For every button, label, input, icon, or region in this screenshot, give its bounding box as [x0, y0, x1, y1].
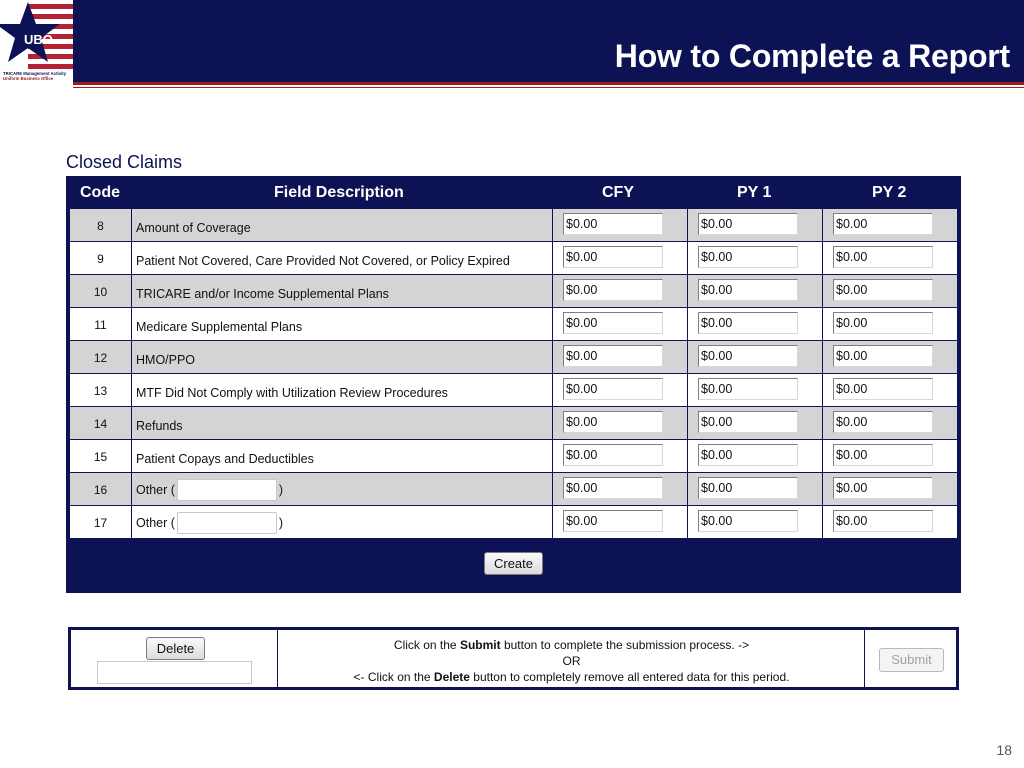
- instruction-text: Click on the: [393, 638, 460, 652]
- logo-caption-2: Uniform Business Office: [3, 76, 54, 81]
- py1-input[interactable]: $0.00: [698, 213, 798, 235]
- cfy-cell: [553, 308, 688, 340]
- table-row: [70, 209, 957, 242]
- submit-button[interactable]: Submit: [879, 648, 944, 672]
- py1-input[interactable]: $0.00: [698, 312, 798, 334]
- py2-cell: [823, 242, 957, 274]
- instruction-emphasis: Submit: [459, 638, 501, 652]
- code-cell: 14: [70, 407, 132, 439]
- other-description: [136, 512, 283, 534]
- cfy-cell: [553, 209, 688, 241]
- description-cell: [132, 473, 553, 505]
- cfy-cell: [553, 473, 688, 505]
- column-header-py1: PY 1: [737, 184, 772, 201]
- description-label: TRICARE and/or Income Supplemental Plans: [136, 287, 389, 301]
- py2-cell: [823, 374, 957, 406]
- description-label: Medicare Supplemental Plans: [136, 320, 303, 334]
- cfy-input[interactable]: $0.00: [563, 444, 663, 466]
- cfy-cell: [553, 440, 688, 472]
- ubo-logo: [0, 0, 73, 84]
- table-row: [70, 506, 957, 539]
- cfy-cell: [553, 341, 688, 373]
- py2-input[interactable]: $0.00: [833, 213, 933, 235]
- other-description-input[interactable]: [177, 479, 277, 501]
- description-label: MTF Did Not Comply with Utilization Review Procedures: [136, 386, 448, 400]
- cfy-input[interactable]: $0.00: [563, 477, 663, 499]
- instruction-text: button to complete the submission process. ->: [500, 638, 750, 652]
- py1-input[interactable]: $0.00: [698, 378, 798, 400]
- py1-cell: [688, 440, 823, 472]
- cfy-input[interactable]: $0.00: [563, 345, 663, 367]
- description-cell: [132, 275, 553, 307]
- description-cell: [132, 242, 553, 274]
- cfy-input[interactable]: $0.00: [563, 312, 663, 334]
- column-header-description: Field Description: [274, 184, 404, 201]
- cfy-cell: [553, 374, 688, 406]
- instruction-text: button to completely remove all entered data for this period.: [469, 670, 790, 684]
- py1-input[interactable]: $0.00: [698, 345, 798, 367]
- logo-text: UBO: [24, 32, 53, 47]
- py2-input[interactable]: $0.00: [833, 510, 933, 532]
- py1-cell: [688, 374, 823, 406]
- py2-cell: [823, 275, 957, 307]
- cfy-cell: [553, 407, 688, 439]
- instruction-line-delete: [278, 670, 865, 684]
- other-open-paren: (: [170, 516, 175, 530]
- cfy-input[interactable]: $0.00: [563, 378, 663, 400]
- py1-cell: [688, 407, 823, 439]
- cfy-input[interactable]: $0.00: [563, 411, 663, 433]
- py2-input[interactable]: $0.00: [833, 477, 933, 499]
- py1-input[interactable]: $0.00: [698, 510, 798, 532]
- py2-input[interactable]: $0.00: [833, 345, 933, 367]
- delete-status-field[interactable]: [97, 661, 252, 684]
- other-description-input[interactable]: [177, 512, 277, 534]
- description-cell: [132, 374, 553, 406]
- create-button[interactable]: Create: [484, 552, 543, 575]
- description-cell: [132, 440, 553, 472]
- column-header-code: Code: [80, 184, 120, 201]
- section-title: Closed Claims: [66, 152, 183, 172]
- py2-input[interactable]: $0.00: [833, 378, 933, 400]
- cfy-cell: [553, 506, 688, 538]
- py1-input[interactable]: $0.00: [698, 411, 798, 433]
- column-header-py2: PY 2: [872, 184, 907, 201]
- code-cell: 15: [70, 440, 132, 472]
- table-row: [70, 242, 957, 275]
- code-cell: 16: [70, 473, 132, 505]
- py2-cell: [823, 341, 957, 373]
- code-cell: 11: [70, 308, 132, 340]
- other-description: [136, 479, 283, 501]
- py2-input[interactable]: $0.00: [833, 279, 933, 301]
- py2-input[interactable]: $0.00: [833, 246, 933, 268]
- py1-cell: [688, 341, 823, 373]
- cfy-input[interactable]: $0.00: [563, 213, 663, 235]
- submit-section: [865, 630, 956, 687]
- py1-cell: [688, 209, 823, 241]
- table-row: [70, 440, 957, 473]
- py2-cell: [823, 209, 957, 241]
- description-cell: [132, 506, 553, 538]
- cfy-input[interactable]: $0.00: [563, 279, 663, 301]
- py2-input[interactable]: $0.00: [833, 312, 933, 334]
- py2-cell: [823, 440, 957, 472]
- py2-cell: [823, 506, 957, 538]
- code-cell: 10: [70, 275, 132, 307]
- table-row: [70, 275, 957, 308]
- description-label: Patient Copays and Deductibles: [136, 452, 314, 466]
- py1-cell: [688, 275, 823, 307]
- cfy-cell: [553, 275, 688, 307]
- description-label: Amount of Coverage: [136, 221, 251, 235]
- description-label: Refunds: [136, 419, 183, 433]
- cfy-input[interactable]: $0.00: [563, 510, 663, 532]
- code-cell: 9: [70, 242, 132, 274]
- py1-cell: [688, 473, 823, 505]
- code-cell: 13: [70, 374, 132, 406]
- instruction-line-submit: [278, 638, 865, 652]
- table-row: [70, 473, 957, 506]
- py2-cell: [823, 407, 957, 439]
- other-label: Other: [136, 516, 168, 530]
- table-header: [66, 176, 961, 209]
- instruction-line-or: OR: [562, 654, 581, 668]
- py2-cell: [823, 308, 957, 340]
- delete-button[interactable]: Delete: [146, 637, 205, 660]
- cfy-input[interactable]: $0.00: [563, 246, 663, 268]
- header-divider: [73, 82, 1024, 85]
- instruction-emphasis: Delete: [433, 670, 470, 684]
- code-cell: 17: [70, 506, 132, 538]
- py2-input[interactable]: $0.00: [833, 444, 933, 466]
- other-close-paren: ): [278, 516, 284, 530]
- table-row: [70, 341, 957, 374]
- description-label: Patient Not Covered, Care Provided Not Covered, or Policy Expired: [136, 254, 510, 268]
- description-label: HMO/PPO: [136, 353, 196, 367]
- page-number: 18: [996, 742, 1012, 758]
- py2-cell: [823, 473, 957, 505]
- closed-claims-form: [66, 176, 961, 593]
- logo-caption-1: TRICARE Management Activity: [3, 71, 67, 76]
- instructions: [278, 630, 865, 687]
- py1-cell: [688, 242, 823, 274]
- description-cell: [132, 308, 553, 340]
- py1-input[interactable]: $0.00: [698, 246, 798, 268]
- table-row: [70, 374, 957, 407]
- table-body: [70, 209, 957, 539]
- table-row: [70, 407, 957, 440]
- description-cell: [132, 407, 553, 439]
- py2-input[interactable]: $0.00: [833, 411, 933, 433]
- code-cell: 12: [70, 341, 132, 373]
- py1-cell: [688, 308, 823, 340]
- instruction-text: <- Click on the: [353, 670, 434, 684]
- table-row: [70, 308, 957, 341]
- column-header-cfy: CFY: [602, 184, 634, 201]
- description-cell: [132, 341, 553, 373]
- py1-cell: [688, 506, 823, 538]
- slide-title: How to Complete a Report: [614, 38, 1010, 74]
- flag-star-icon: [0, 0, 73, 70]
- py1-input[interactable]: $0.00: [698, 444, 798, 466]
- py1-input[interactable]: $0.00: [698, 477, 798, 499]
- delete-section: [71, 630, 278, 687]
- other-close-paren: ): [278, 483, 284, 497]
- code-cell: 8: [70, 209, 132, 241]
- description-cell: [132, 209, 553, 241]
- other-label: Other: [136, 483, 168, 497]
- py1-input[interactable]: $0.00: [698, 279, 798, 301]
- other-open-paren: (: [170, 483, 175, 497]
- header-bar: [0, 0, 1024, 82]
- cfy-cell: [553, 242, 688, 274]
- submission-action-bar: [68, 627, 959, 690]
- header-divider-thin: [73, 87, 1024, 88]
